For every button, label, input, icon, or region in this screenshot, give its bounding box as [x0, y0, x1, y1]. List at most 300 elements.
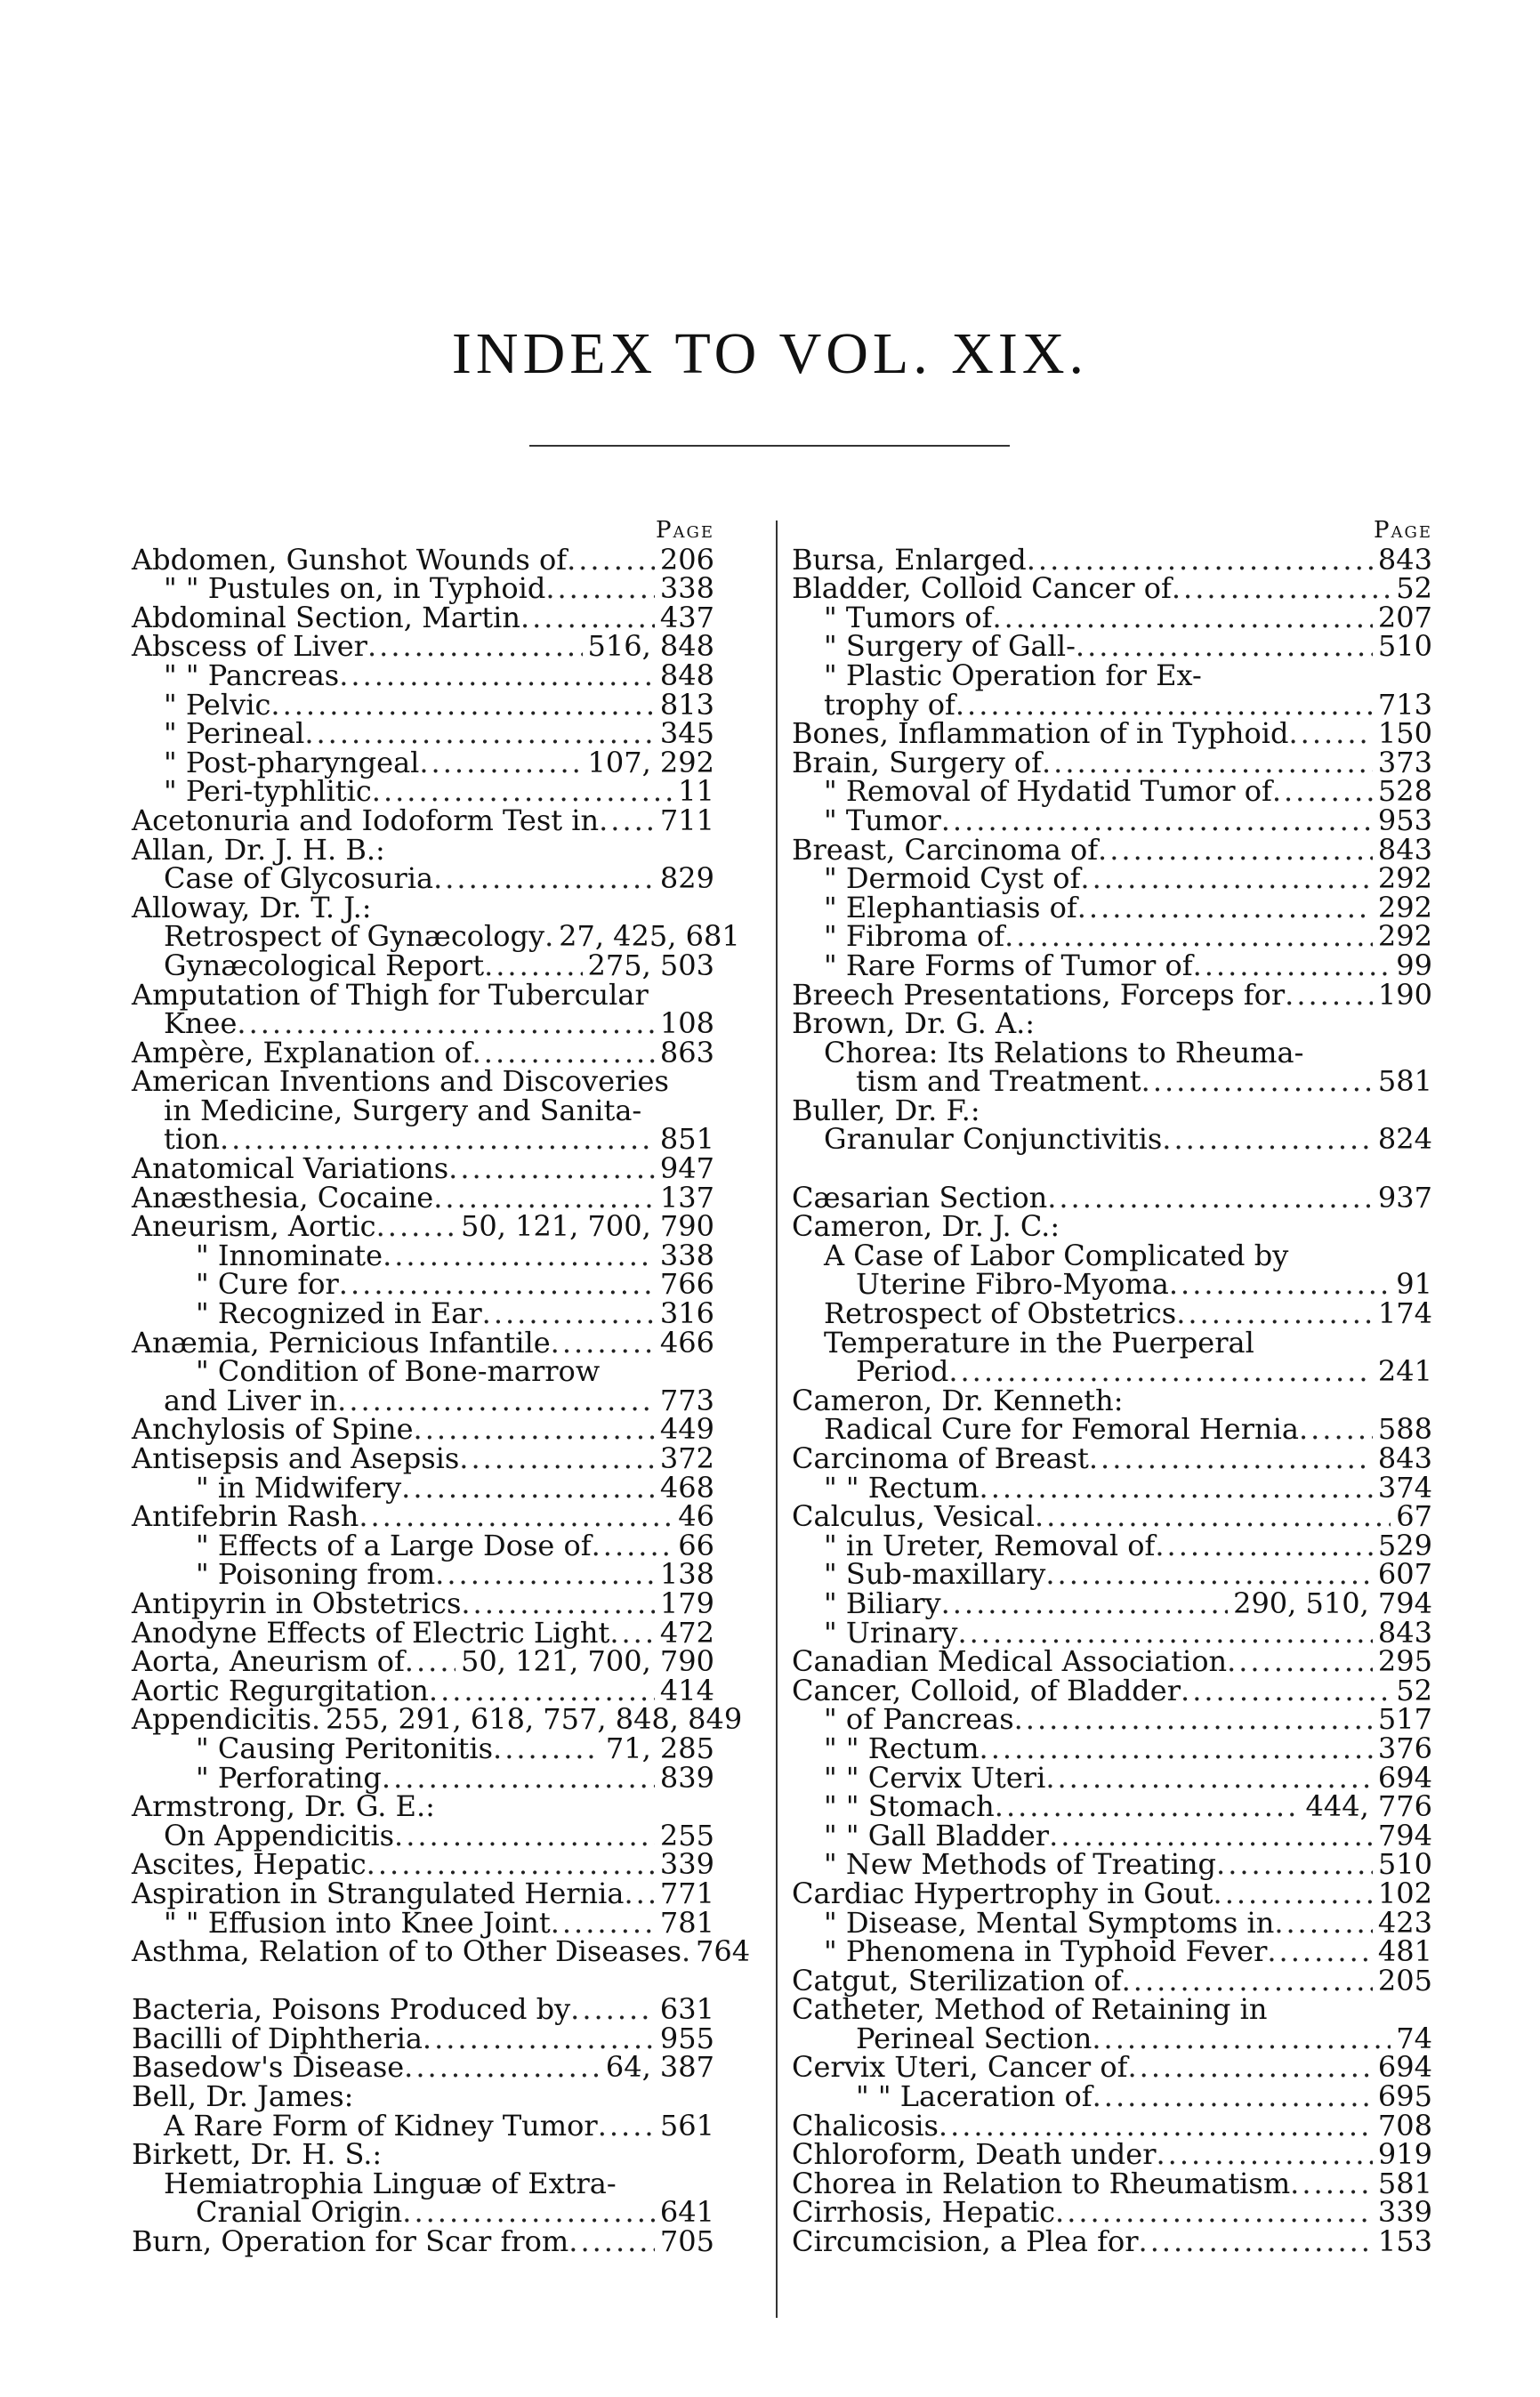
dot-leader — [1042, 748, 1373, 778]
index-entry — [792, 745, 1432, 779]
dot-leader — [1155, 1531, 1373, 1561]
index-entry — [792, 1963, 1432, 1998]
left-column — [132, 516, 751, 2259]
dot-leader — [339, 661, 655, 690]
index-entry-text: American Inventions and Discoveries — [132, 1064, 669, 1099]
dot-leader — [493, 1734, 601, 1763]
index-entry-text: Cirrhosis, Hepatic — [792, 2195, 1056, 2230]
index-entry-page: 851 — [659, 1122, 714, 1157]
index-entry-page: 919 — [1377, 2137, 1432, 2172]
dot-leader — [1089, 1444, 1373, 1473]
dot-leader — [624, 1879, 654, 1909]
index-entry-text: Anæsthesia, Cocaine — [132, 1180, 434, 1215]
right-entries — [792, 542, 1432, 2259]
index-entry-text: Aneurism, Aortic — [132, 1209, 376, 1244]
dot-leader — [995, 1792, 1301, 1821]
index-entry — [792, 1905, 1432, 1940]
index-entry-text: " Phenomena in Typhoid Fever — [824, 1934, 1268, 1969]
dot-leader — [1055, 2198, 1373, 2227]
dot-leader — [955, 690, 1373, 720]
index-entry — [792, 1035, 1432, 1069]
index-entry-text: Carcinoma of Breast — [792, 1441, 1089, 1475]
dot-leader — [1169, 1270, 1391, 1299]
dot-leader — [957, 1618, 1372, 1648]
index-entry — [132, 1847, 714, 1882]
index-entry-page: 64, 387 — [605, 2050, 714, 2085]
index-entry-text: On Appendicitis — [164, 1818, 395, 1852]
dot-leader — [1274, 1909, 1373, 1938]
index-entry-page: 292 — [1377, 919, 1432, 954]
index-entry-page: 472 — [659, 1615, 714, 1650]
dot-leader — [1141, 1067, 1373, 1096]
index-entry-page: 339 — [1377, 2195, 1432, 2230]
index-entry-page: 174 — [1377, 1296, 1432, 1331]
index-entry — [792, 948, 1432, 982]
dot-leader — [1128, 2053, 1373, 2082]
index-entry — [792, 2021, 1432, 2055]
index-entry-page: 138 — [659, 1557, 714, 1592]
index-entry-text: Canadian Medical Association — [792, 1644, 1228, 1679]
index-entry — [132, 2166, 714, 2200]
index-entry — [132, 1122, 714, 1157]
index-entry-text: " Innominate — [196, 1238, 383, 1272]
index-entry-page: 955 — [659, 2021, 714, 2055]
dot-leader — [1045, 1560, 1373, 1589]
index-entry — [132, 1209, 714, 1244]
dot-leader — [1285, 981, 1373, 1010]
page-heading-left: Page — [655, 517, 714, 544]
index-entry-text: " Sub-maxillary — [824, 1557, 1046, 1592]
index-entry-text: Brain, Surgery of — [792, 745, 1042, 779]
index-entry — [132, 1615, 714, 1650]
index-spacer — [792, 1154, 1432, 1183]
index-entry-page: 829 — [659, 861, 714, 896]
dot-leader — [1093, 2082, 1373, 2111]
index-entry-page: 414 — [659, 1673, 714, 1707]
index-entry-page: 295 — [1377, 1644, 1432, 1679]
index-entry — [792, 1006, 1432, 1041]
dot-leader — [433, 864, 655, 893]
index-entry — [792, 629, 1432, 664]
index-entry-text: " Perineal — [164, 716, 305, 751]
dot-leader — [609, 1618, 655, 1648]
dot-leader — [980, 1734, 1373, 1763]
dot-leader — [1193, 951, 1391, 981]
index-entry-page: 517 — [1377, 1702, 1432, 1737]
index-entry-page: 694 — [1377, 2050, 1432, 2085]
dot-leader — [980, 1473, 1373, 1503]
dot-leader — [459, 1444, 655, 1473]
index-entry-text: Granular Conjunctivitis — [824, 1122, 1163, 1157]
index-entry-text: Buller, Dr. F.: — [792, 1093, 980, 1127]
index-entry-page: 290, 510, 794 — [1233, 1586, 1432, 1620]
dot-leader — [1299, 1415, 1373, 1444]
index-entry-text: Bladder, Colloid Cancer of — [792, 571, 1172, 606]
dot-leader — [567, 545, 655, 575]
index-entry-text: " Pelvic — [164, 687, 271, 722]
index-entry-text: Hemiatrophia Linguæ of Extra- — [164, 2166, 617, 2200]
index-entry-text: Knee — [164, 1006, 238, 1041]
dot-leader — [1139, 2227, 1373, 2256]
index-entry-page: 190 — [1377, 977, 1432, 1012]
dot-leader — [1077, 893, 1373, 923]
dot-leader — [419, 748, 582, 778]
index-entry-text: tion — [164, 1122, 220, 1157]
index-entry — [132, 1296, 714, 1331]
index-entry — [132, 2050, 714, 2085]
page-title: INDEX TO VOL. XIX. — [451, 321, 1089, 386]
index-entry-text: Ascites, Hepatic — [132, 1847, 367, 1882]
index-entry-text: " " Gall Bladder — [824, 1818, 1050, 1852]
index-entry-page: 705 — [659, 2224, 714, 2259]
index-entry — [792, 1731, 1432, 1765]
index-entry-page: 292 — [1377, 861, 1432, 896]
index-entry-page: 466 — [659, 1325, 714, 1360]
index-entry — [132, 658, 714, 692]
index-entry — [792, 1673, 1432, 1707]
index-entry-page: 179 — [659, 1586, 714, 1620]
index-entry — [792, 1847, 1432, 1882]
index-entry-page: 510 — [1377, 629, 1432, 664]
index-entry — [132, 1064, 714, 1099]
index-spacer — [132, 1966, 714, 1996]
index-entry-page: 50, 121, 700, 790 — [461, 1209, 714, 1244]
index-entry — [792, 2108, 1432, 2143]
dot-leader — [948, 1357, 1373, 1386]
index-entry-text: A Rare Form of Kidney Tumor — [164, 2108, 598, 2143]
index-entry-text: Allan, Dr. J. H. B.: — [132, 832, 385, 867]
index-entry-text: " of Pancreas — [824, 1702, 1014, 1737]
index-entry-text: Bacilli of Diphtheria — [132, 2021, 423, 2055]
index-entry-text: " Effects of a Large Dose of — [196, 1528, 592, 1562]
dot-leader — [520, 603, 655, 633]
index-entry-page: 67 — [1396, 1499, 1432, 1534]
index-entry-page: 708 — [1377, 2108, 1432, 2143]
index-entry — [132, 919, 740, 954]
index-entry — [132, 2021, 714, 2055]
index-entry-text: " Biliary — [824, 1586, 941, 1620]
index-entry-text: Breech Presentations, Forceps for — [792, 977, 1286, 1012]
index-entry — [792, 542, 1432, 577]
index-entry — [792, 1557, 1432, 1592]
index-entry-text: Catheter, Method of Retaining in — [792, 1992, 1268, 2027]
index-entry — [132, 1180, 714, 1215]
dot-leader — [1045, 1763, 1373, 1793]
dot-leader — [599, 806, 655, 835]
dot-leader — [681, 1937, 690, 1966]
index-entry-page: 528 — [1377, 774, 1432, 809]
index-entry — [792, 1180, 1432, 1215]
dot-leader — [311, 1705, 320, 1734]
index-entry-text: Bursa, Enlarged — [792, 542, 1027, 577]
index-entry-text: Alloway, Dr. T. J.: — [132, 890, 372, 924]
title-rule — [529, 445, 1010, 447]
dot-leader — [435, 1560, 655, 1589]
dot-leader — [544, 922, 553, 951]
index-entry-page: 46 — [678, 1499, 714, 1534]
index-entry — [792, 2166, 1432, 2200]
dot-leader — [1176, 1299, 1373, 1328]
index-entry-text: tism and Treatment — [856, 1064, 1141, 1099]
dot-leader — [1122, 1966, 1373, 1996]
index-entry-text: " Elephantiasis of — [824, 890, 1077, 924]
index-entry — [132, 1238, 714, 1272]
index-entry-text: Antifebrin Rash — [132, 1499, 359, 1534]
index-entry-page: 423 — [1377, 1905, 1432, 1940]
index-entry-text: " New Methods of Treating — [824, 1847, 1217, 1882]
index-entry-page: 50, 121, 700, 790 — [461, 1644, 714, 1679]
index-entry-text: Chalicosis — [792, 2108, 939, 2143]
index-entry-page: 206 — [659, 542, 714, 577]
index-entry-text: " " Rectum — [824, 1470, 980, 1505]
index-entry — [132, 1586, 714, 1620]
dot-leader — [394, 1821, 655, 1851]
index-entry-page: 641 — [659, 2195, 714, 2230]
index-entry-text: Cameron, Dr. Kenneth: — [792, 1383, 1124, 1417]
index-entry — [132, 1818, 714, 1852]
index-entry — [132, 687, 714, 722]
index-entry-text: Bacteria, Poisons Produced by — [132, 1992, 571, 2027]
index-entry — [132, 1383, 714, 1417]
dot-leader — [1267, 1937, 1373, 1966]
index-entry-text: in Medicine, Surgery and Sanita- — [164, 1093, 642, 1127]
dot-leader — [382, 1763, 655, 1793]
index-entry-page: 773 — [659, 1383, 714, 1417]
dot-leader — [1172, 574, 1391, 603]
index-entry — [132, 861, 714, 896]
index-entry-page: 108 — [659, 1006, 714, 1041]
index-entry — [792, 890, 1432, 924]
dot-leader — [433, 1183, 655, 1213]
index-entry — [132, 2195, 714, 2230]
index-entry-page: 374 — [1377, 1470, 1432, 1505]
index-entry — [132, 2224, 714, 2259]
dot-leader — [414, 1415, 655, 1444]
dot-leader — [1092, 2024, 1391, 2054]
index-entry-page: 292 — [1377, 890, 1432, 924]
dot-leader — [405, 1647, 456, 1676]
index-entry-page: 937 — [1377, 1180, 1432, 1215]
index-entry — [132, 1992, 714, 2027]
index-entry — [792, 600, 1432, 634]
dot-leader — [220, 1125, 655, 1154]
dot-leader — [1157, 2140, 1373, 2169]
index-entry-page: 102 — [1377, 1876, 1432, 1910]
index-entry-text: " Fibroma of — [824, 919, 1005, 954]
index-entry — [132, 716, 714, 751]
index-entry-page: 339 — [659, 1847, 714, 1882]
index-entry — [132, 1731, 714, 1765]
index-entry-text: " Tumors of — [824, 600, 993, 634]
dot-leader — [1080, 864, 1373, 893]
index-entry-page: 953 — [1377, 803, 1432, 837]
dot-leader — [570, 1995, 655, 2024]
dot-leader — [367, 1850, 655, 1879]
dot-leader — [1227, 1647, 1373, 1676]
index-entry-text: Amputation of Thigh for Tubercular — [132, 977, 649, 1012]
index-entry — [792, 1992, 1432, 2027]
dot-leader — [339, 1270, 655, 1299]
dot-leader — [568, 2227, 655, 2256]
index-entry — [792, 571, 1432, 606]
index-entry-page: 345 — [659, 716, 714, 751]
index-entry — [792, 1760, 1432, 1795]
index-entry — [792, 687, 1432, 722]
index-entry-text: " Dermoid Cyst of — [824, 861, 1081, 896]
dot-leader — [423, 2024, 655, 2054]
index-entry-page: 153 — [1377, 2224, 1432, 2259]
index-entry — [132, 2108, 714, 2143]
index-entry-text: Cæsarian Section — [792, 1180, 1048, 1215]
index-entry-text: " Disease, Mental Symptoms in — [824, 1905, 1275, 1940]
index-entry — [792, 658, 1432, 692]
right-column — [792, 516, 1432, 2259]
index-entry — [792, 1818, 1432, 1852]
index-entry — [792, 1238, 1432, 1272]
dot-leader — [1027, 545, 1373, 575]
index-entry-page: 255 — [659, 1818, 714, 1852]
index-entry — [792, 1296, 1432, 1331]
dot-leader — [939, 2111, 1373, 2141]
index-entry-text: Case of Glycosuria — [164, 861, 434, 896]
index-entry-text: " Recognized in Ear — [196, 1296, 482, 1331]
index-entry-page: 255, 291, 618, 757, 848, 849 — [326, 1702, 743, 1737]
index-entry-text: Gynæcological Report — [164, 948, 485, 982]
index-entry-text: " Rare Forms of Tumor of — [824, 948, 1193, 982]
index-entry-page: 11 — [678, 774, 714, 809]
index-entry-page: 631 — [659, 1992, 714, 2027]
index-entry-page: 839 — [659, 1760, 714, 1795]
dot-leader — [1076, 632, 1373, 661]
index-entry — [132, 1412, 714, 1447]
dot-leader — [1162, 1125, 1373, 1154]
index-entry-text: Radical Cure for Femoral Hernia — [824, 1412, 1299, 1447]
index-entry — [132, 2137, 714, 2172]
index-entry-text: Cranial Origin — [196, 2195, 403, 2230]
index-entry — [792, 1383, 1432, 1417]
dot-leader — [472, 1038, 655, 1068]
index-entry-page: 449 — [659, 1412, 714, 1447]
index-entry-text: " " Laceration of — [856, 2079, 1093, 2114]
index-entry-page: 781 — [659, 1905, 714, 1940]
index-entry — [132, 600, 714, 634]
index-entry — [132, 1470, 714, 1505]
index-entry-text: " " Pancreas — [164, 658, 340, 692]
column-divider — [776, 521, 778, 2318]
index-entry — [792, 1441, 1432, 1475]
index-entry-page: 27, 425, 681 — [559, 919, 740, 954]
index-entry — [792, 1528, 1432, 1562]
index-entry-page: 468 — [659, 1470, 714, 1505]
index-entry-page: 947 — [659, 1151, 714, 1186]
index-entry-page: 771 — [659, 1876, 714, 1910]
index-entry-page: 843 — [1377, 832, 1432, 867]
index-entry-text: Asthma, Relation of to Other Diseases — [132, 1934, 682, 1969]
index-entry-text: " in Ureter, Removal of — [824, 1528, 1156, 1562]
index-entry-text: Armstrong, Dr. G. E.: — [132, 1789, 435, 1824]
index-entry-page: 275, 503 — [587, 948, 714, 982]
index-entry-text: Chorea: Its Relations to Rheuma- — [824, 1035, 1304, 1069]
index-entry — [132, 571, 714, 606]
index-entry — [132, 1151, 714, 1186]
index-entry-page: 843 — [1377, 542, 1432, 577]
index-entry-page: 813 — [659, 687, 714, 722]
dot-leader — [992, 603, 1372, 633]
index-entry-text: " " Cervix Uteri — [824, 1760, 1046, 1795]
index-entry — [792, 1122, 1432, 1157]
index-entry — [132, 803, 714, 837]
index-entry-page: 711 — [659, 803, 714, 837]
index-entry-text: Cervix Uteri, Cancer of — [792, 2050, 1128, 2085]
index-entry — [792, 1499, 1432, 1534]
dot-leader — [1288, 719, 1372, 748]
index-entry — [792, 1412, 1432, 1447]
index-entry — [132, 1789, 714, 1824]
index-entry-text: Bell, Dr. James: — [132, 2079, 354, 2114]
index-entry — [132, 1702, 743, 1737]
index-entry-text: Cardiac Hypertrophy in Gout — [792, 1876, 1213, 1910]
index-entry-text: Anodyne Effects of Electric Light — [132, 1615, 610, 1650]
index-entry-text: and Liver in — [164, 1383, 338, 1417]
index-entry-text: " " Rectum — [824, 1731, 980, 1765]
index-entry-page: 74 — [1396, 2021, 1432, 2055]
index-entry-text: Aspiration in Strangulated Hernia — [132, 1876, 625, 1910]
index-entry-text: " Cure for — [196, 1267, 339, 1302]
index-entry-page: 581 — [1377, 2166, 1432, 2200]
index-entry-page: 607 — [1377, 1557, 1432, 1592]
index-entry — [132, 948, 714, 982]
index-entry-text: Chloroform, Death under — [792, 2137, 1157, 2172]
index-entry — [132, 1760, 714, 1795]
index-entry — [792, 919, 1432, 954]
index-entry — [132, 1673, 714, 1707]
index-entry-page: 107, 292 — [587, 745, 714, 779]
index-entry-page: 794 — [1377, 1818, 1432, 1852]
index-entry — [792, 1876, 1432, 1910]
dot-leader — [376, 1212, 456, 1241]
index-entry-page: 137 — [659, 1180, 714, 1215]
index-entry — [792, 1586, 1432, 1620]
dot-leader — [551, 1909, 655, 1938]
index-entry-page: 99 — [1396, 948, 1432, 982]
dot-leader — [1047, 1183, 1373, 1213]
index-entry — [132, 1093, 714, 1127]
index-entry-text: " in Midwifery — [196, 1470, 402, 1505]
index-entry-text: Basedow's Disease — [132, 2050, 405, 2085]
index-entry-text: " Poisoning from — [196, 1557, 436, 1592]
index-entry — [132, 1267, 714, 1302]
index-entry — [132, 1354, 714, 1389]
index-entry-text: Antisepsis and Asepsis — [132, 1441, 460, 1475]
dot-leader — [401, 1473, 655, 1503]
index-entry — [132, 1557, 714, 1592]
index-entry-page: 150 — [1377, 716, 1432, 751]
dot-leader — [545, 574, 655, 603]
index-entry-page: 510 — [1377, 1847, 1432, 1882]
index-entry — [792, 832, 1432, 867]
index-entry-text: " Plastic Operation for Ex- — [824, 658, 1202, 692]
index-entry — [792, 1267, 1432, 1302]
dot-leader — [1290, 2169, 1373, 2199]
index-entry-text: Retrospect of Obstetrics — [824, 1296, 1177, 1331]
index-entry — [792, 1093, 1432, 1127]
index-entry-page: 316 — [659, 1296, 714, 1331]
index-entry — [132, 629, 714, 664]
index-entry-page: 695 — [1377, 2079, 1432, 2114]
index-entry-page: 376 — [1377, 1731, 1432, 1765]
dot-leader — [1035, 1502, 1391, 1531]
dot-leader — [482, 1299, 655, 1328]
